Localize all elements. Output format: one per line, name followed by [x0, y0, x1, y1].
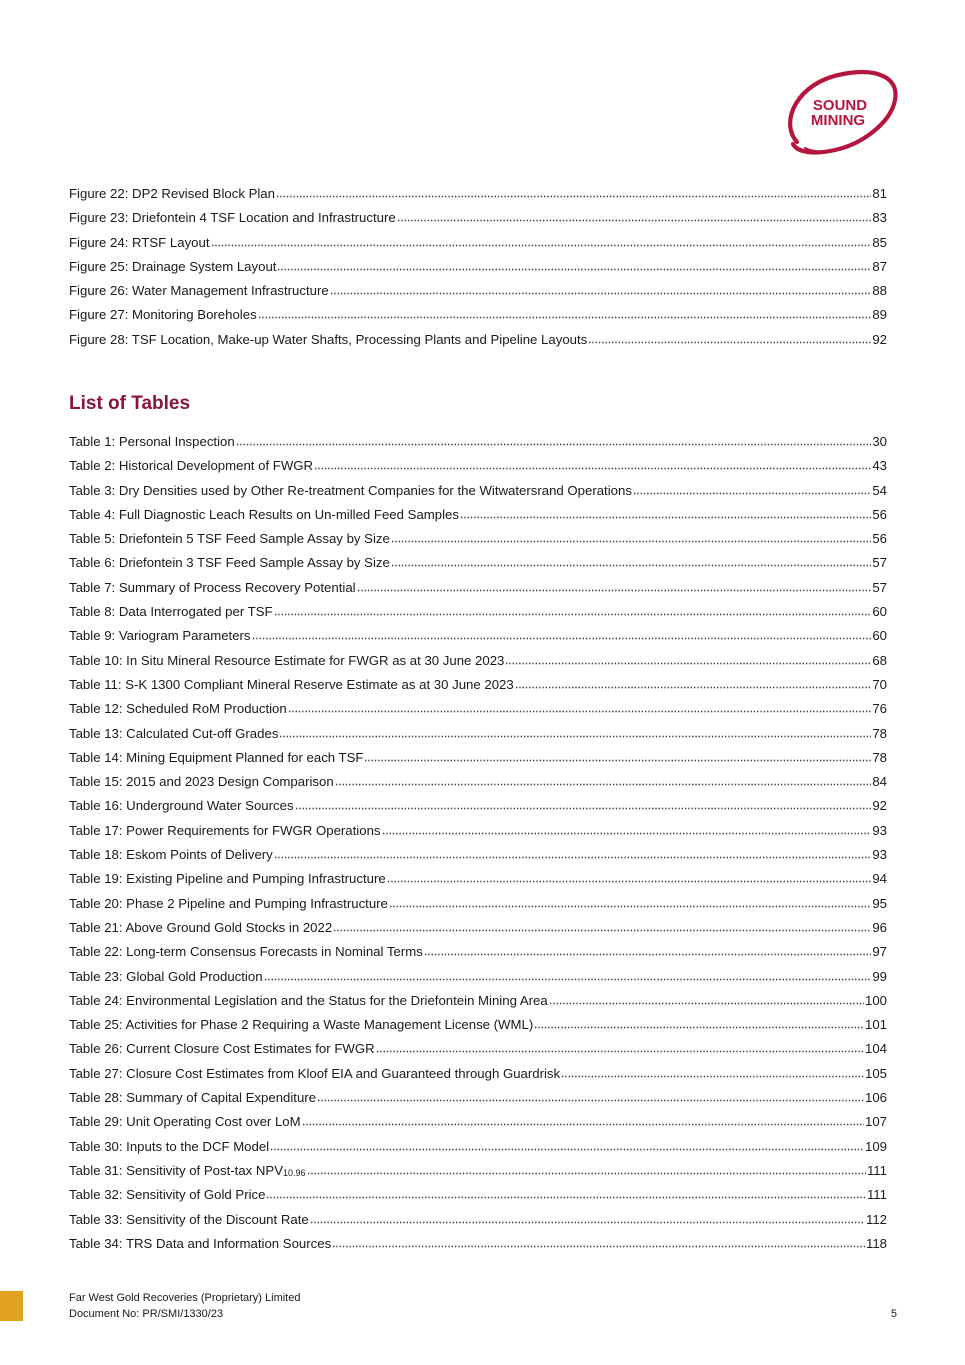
toc-entry-label: Table 29: Unit Operating Cost over LoM — [69, 1114, 301, 1130]
toc-entry-page-number: 92 — [872, 798, 887, 814]
toc-entry-page-number: 89 — [872, 307, 887, 323]
toc-entry-label: Table 11: S-K 1300 Compliant Mineral Reserve Estimate as at 30 June 2023 — [69, 676, 514, 692]
figure-list-entry[interactable] — [69, 282, 887, 306]
toc-entry-label: Table 33: Sensitivity of the Discount Rate — [69, 1211, 309, 1227]
table-list-entry[interactable] — [69, 1089, 887, 1113]
dot-leader — [270, 1140, 864, 1151]
figure-list-entry[interactable] — [69, 331, 887, 355]
toc-entry-label: Table 23: Global Gold Production — [69, 968, 263, 984]
dot-leader — [588, 333, 871, 344]
toc-entry-page-number: 92 — [872, 331, 887, 347]
toc-entry-page-number: 56 — [872, 531, 887, 547]
dot-leader — [211, 236, 872, 247]
toc-entry-label: Table 7: Summary of Process Recovery Potential — [69, 579, 356, 595]
toc-entry-label: Table 25: Activities for Phase 2 Requiring a Waste Management License (WML) — [69, 1017, 534, 1033]
table-list-entry[interactable] — [69, 1235, 887, 1259]
dot-leader — [357, 581, 872, 592]
toc-entry-page-number: 54 — [872, 482, 887, 498]
toc-entry-page-number: 99 — [872, 968, 887, 984]
table-list-entry[interactable] — [69, 725, 887, 749]
toc-entry-label: Table 9: Variogram Parameters — [69, 628, 251, 644]
table-list-entry[interactable] — [69, 1138, 887, 1162]
table-list-entry[interactable] — [69, 968, 887, 992]
sound-mining-logo — [785, 66, 901, 158]
toc-entry-label: Table 18: Eskom Points of Delivery — [69, 847, 273, 863]
logo-text-mining: MINING — [810, 112, 866, 129]
table-list-entry[interactable] — [69, 433, 887, 457]
table-list-entry[interactable] — [69, 554, 887, 578]
footer-accent-block — [0, 1291, 23, 1321]
toc-entry-page-number: 107 — [864, 1114, 887, 1130]
figure-list-entry[interactable] — [69, 185, 887, 209]
dot-leader — [310, 1213, 865, 1224]
toc-entry-label: Figure 24: RTSF Layout — [69, 234, 210, 250]
dot-leader — [391, 556, 872, 567]
toc-entry-label: Table 5: Driefontein 5 TSF Feed Sample Assay by Size — [69, 531, 390, 547]
dot-leader — [274, 848, 872, 859]
toc-entry-page-number: 70 — [872, 676, 887, 692]
dot-leader — [258, 308, 872, 319]
toc-entry-label: Table 22: Long-term Consensus Forecasts in Nominal Terms — [69, 944, 423, 960]
dot-leader — [397, 211, 872, 222]
list-of-tables — [69, 433, 887, 1259]
toc-entry-label: Table 8: Data Interrogated per TSF — [69, 604, 273, 620]
toc-entry-label: Figure 27: Monitoring Boreholes — [69, 307, 257, 323]
list-of-figures — [69, 185, 887, 355]
table-list-entry[interactable] — [69, 627, 887, 651]
toc-entry-page-number: 93 — [872, 822, 887, 838]
table-list-entry[interactable] — [69, 579, 887, 603]
toc-entry-label: Table 15: 2015 and 2023 Design Comparison — [69, 774, 334, 790]
toc-entry-label: Table 21: Above Ground Gold Stocks in 2022 — [69, 919, 333, 935]
figure-list-entry[interactable] — [69, 258, 887, 282]
toc-entry-label: Table 10: In Situ Mineral Resource Estimate for FWGR as at 30 June 2023 — [69, 652, 505, 668]
dot-leader — [364, 751, 871, 762]
table-list-entry[interactable] — [69, 992, 887, 1016]
table-list-entry[interactable] — [69, 700, 887, 724]
dot-leader — [264, 970, 872, 981]
toc-entry-page-number: 112 — [865, 1211, 887, 1227]
table-list-entry[interactable] — [69, 506, 887, 530]
toc-entry-page-number: 111 — [866, 1162, 887, 1178]
toc-entry-page-number: 76 — [872, 701, 887, 717]
toc-entry-page-number: 78 — [872, 749, 887, 765]
toc-entry-label: Table 1: Personal Inspection — [69, 434, 235, 449]
table-list-entry[interactable] — [69, 822, 887, 846]
list-of-tables-heading: List of Tables — [69, 393, 191, 414]
table-list-entry[interactable] — [69, 1065, 887, 1089]
toc-entry-page-number: 57 — [872, 579, 887, 595]
toc-entry-label: Figure 26: Water Management Infrastructure — [69, 283, 329, 299]
toc-entry-label: Figure 25: Drainage System Layout — [69, 258, 277, 274]
toc-entry-label: Table 17: Power Requirements for FWGR Operations — [69, 822, 381, 838]
toc-entry-page-number: 68 — [872, 652, 887, 668]
toc-entry-page-number: 104 — [864, 1041, 887, 1057]
toc-entry-label: Table 4: Full Diagnostic Leach Results on Un-milled Feed Samples — [69, 506, 459, 522]
dot-leader — [534, 1018, 864, 1029]
dot-leader — [387, 872, 872, 883]
toc-entry-page-number: 111 — [866, 1187, 887, 1203]
table-list-entry[interactable] — [69, 652, 887, 676]
toc-entry-page-number: 93 — [872, 847, 887, 863]
table-list-entry[interactable] — [69, 530, 887, 554]
dot-leader — [335, 775, 872, 786]
toc-entry-label: Table 31: Sensitivity of Post-tax $NPV_{10.96}$ — [69, 1162, 306, 1178]
dot-leader — [376, 1042, 864, 1053]
toc-entry-page-number: 94 — [872, 871, 887, 887]
toc-entry-page-number: 88 — [872, 283, 887, 299]
toc-entry-page-number: 95 — [872, 895, 887, 911]
footer-company-name: Far West Gold Recoveries (Proprietary) Limited — [69, 1292, 301, 1304]
toc-entry-label: Table 12: Scheduled RoM Production — [69, 701, 287, 717]
toc-entry-label: Table 14: Mining Equipment Planned for each TSF — [69, 749, 364, 765]
toc-entry-page-number: 81 — [872, 186, 887, 201]
table-list-entry[interactable] — [69, 1113, 887, 1137]
toc-entry-label: Table 24: Environmental Legislation and the Status for the Driefontein Mining Area — [69, 992, 548, 1008]
toc-entry-page-number: 97 — [872, 944, 887, 960]
toc-entry-subscript: 10.96 — [283, 1167, 306, 1178]
dot-leader — [307, 1164, 866, 1175]
table-list-entry[interactable] — [69, 870, 887, 894]
table-list-entry[interactable] — [69, 1040, 887, 1064]
toc-entry-label: Figure 28: TSF Location, Make-up Water Shafts, Processing Plants and Pipeline Layouts — [69, 331, 588, 347]
toc-entry-label: Table 20: Phase 2 Pipeline and Pumping Infrastructure — [69, 895, 388, 911]
table-list-entry[interactable] — [69, 919, 887, 943]
toc-entry-page-number: 100 — [864, 992, 887, 1008]
toc-entry-page-number: 78 — [872, 725, 887, 741]
dot-leader — [391, 532, 872, 543]
page-number: 5 — [890, 1308, 897, 1320]
dot-leader — [505, 654, 871, 665]
dot-leader — [276, 187, 871, 198]
dot-leader — [332, 1237, 865, 1248]
toc-entry-page-number: 87 — [872, 258, 887, 274]
toc-entry-label: Table 3: Dry Densities used by Other Re-treatment Companies for the Witwatersrand Operations — [69, 482, 632, 498]
dot-leader — [633, 484, 871, 495]
dot-leader — [549, 994, 864, 1005]
dot-leader — [382, 824, 872, 835]
toc-entry-label: Table 30: Inputs to the DCF Model — [69, 1138, 270, 1154]
figure-list-entry[interactable] — [69, 306, 887, 330]
toc-entry-page-number: 60 — [872, 604, 887, 620]
table-list-entry[interactable] — [69, 1016, 887, 1040]
toc-entry-page-number: 85 — [872, 234, 887, 250]
table-list-entry[interactable] — [69, 1211, 887, 1235]
table-list-entry[interactable] — [69, 846, 887, 870]
toc-entry-page-number: 43 — [872, 458, 887, 474]
toc-entry-page-number: 56 — [872, 506, 887, 522]
dot-leader — [302, 1115, 864, 1126]
dot-leader — [236, 435, 872, 446]
table-list-entry[interactable] — [69, 749, 887, 773]
toc-entry-label: Table 2: Historical Development of FWGR — [69, 458, 314, 474]
dot-leader — [277, 260, 871, 271]
dot-leader — [389, 897, 871, 908]
dot-leader — [330, 284, 872, 295]
dot-leader — [333, 921, 871, 932]
toc-entry-label: Table 32: Sensitivity of Gold Price — [69, 1187, 266, 1203]
table-list-entry[interactable] — [69, 943, 887, 967]
dot-leader — [460, 508, 871, 519]
dot-leader — [252, 629, 872, 640]
toc-entry-page-number: 109 — [864, 1138, 887, 1154]
figure-list-entry[interactable] — [69, 209, 887, 233]
toc-entry-page-number: 96 — [872, 919, 887, 935]
toc-entry-label: Table 13: Calculated Cut-off Grades — [69, 725, 279, 741]
dot-leader — [266, 1188, 866, 1199]
table-list-entry[interactable] — [69, 797, 887, 821]
toc-entry-label: Table 16: Underground Water Sources — [69, 798, 294, 814]
dot-leader — [295, 799, 872, 810]
table-list-entry[interactable] — [69, 482, 887, 506]
table-list-entry[interactable] — [69, 1186, 887, 1210]
toc-entry-label: Table 28: Summary of Capital Expenditure — [69, 1090, 317, 1106]
dot-leader — [314, 459, 871, 470]
footer — [69, 1290, 300, 1322]
toc-entry-label: Table 27: Closure Cost Estimates from Kloof EIA and Guaranteed through Guardrisk — [69, 1065, 561, 1081]
dot-leader — [515, 678, 872, 689]
footer-document-number: Document No: PR/SMI/1330/23 — [69, 1308, 224, 1320]
dot-leader — [424, 945, 872, 956]
figure-list-entry[interactable] — [69, 234, 887, 258]
toc-entry-page-number: 30 — [872, 434, 887, 449]
table-list-entry[interactable] — [69, 1162, 887, 1186]
toc-entry-page-number: 106 — [864, 1090, 887, 1106]
dot-leader — [279, 727, 871, 738]
toc-entry-label: Table 19: Existing Pipeline and Pumping Infrastructure — [69, 871, 386, 887]
toc-entry-page-number: 84 — [872, 774, 887, 790]
toc-entry-page-number: 60 — [872, 628, 887, 644]
table-list-entry[interactable] — [69, 457, 887, 481]
toc-entry-label: Figure 22: DP2 Revised Block Plan — [69, 186, 275, 201]
logo-text-sound: SOUND — [812, 97, 868, 114]
table-list-entry[interactable] — [69, 676, 887, 700]
toc-entry-page-number: 105 — [864, 1065, 887, 1081]
dot-leader — [274, 605, 872, 616]
table-list-entry[interactable] — [69, 895, 887, 919]
toc-entry-label: Table 26: Current Closure Cost Estimates for FWGR — [69, 1041, 375, 1057]
toc-entry-page-number: 118 — [865, 1235, 887, 1251]
dot-leader — [317, 1091, 864, 1102]
toc-entry-label: Figure 23: Driefontein 4 TSF Location and Infrastructure — [69, 210, 396, 226]
table-list-entry[interactable] — [69, 773, 887, 797]
table-list-entry[interactable] — [69, 603, 887, 627]
dot-leader — [561, 1067, 864, 1078]
toc-entry-page-number: 57 — [872, 555, 887, 571]
dot-leader — [288, 702, 872, 713]
toc-entry-label: Table 34: TRS Data and Information Sources — [69, 1235, 332, 1251]
toc-entry-page-number: 101 — [864, 1017, 887, 1033]
toc-entry-label: Table 6: Driefontein 3 TSF Feed Sample Assay by Size — [69, 555, 390, 571]
toc-entry-page-number: 83 — [872, 210, 887, 226]
